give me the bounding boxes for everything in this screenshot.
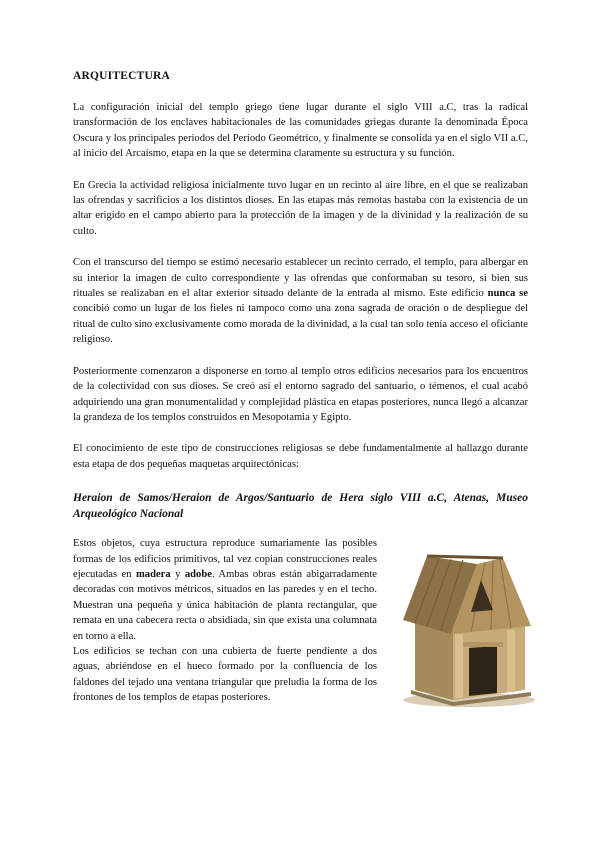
- final-section: [73, 536, 528, 705]
- section-heading: ARQUITECTURA: [73, 70, 170, 82]
- subheading: Heraion de Samos/Heraion de Argos/Santuario de Hera siglo VIII a.C, Atenas, Museo Arqueológico Nacional: [73, 492, 528, 521]
- paragraph-3: [73, 255, 528, 347]
- paragraph-3-text-a: Con el transcurso del tiempo se estimó necesario establecer un recinto cerrado, el templo, para albergar en su interior la imagen de culto correspondiente y las ofrendas que conformaban su tesoro, si bien sus rituales se realizaban en el altar exterior situado delante de la entrada al mismo. Este edificio: [73, 257, 528, 300]
- paragraph-6-bold-2: adobe: [184, 568, 212, 580]
- paragraph-6-text-a: Estos objetos, cuya estructura reproduce sumariamente las posibles formas de los edificios primitivos, tal vez copian construcciones reales ejecutadas en: [73, 538, 377, 580]
- paragraph-3-text-b: concibió como un lugar de los fieles ni tampoco como una zona sagrada de oración o de despliegue del ritual de culto sino exclusivamente como morada de la divinidad, a la cual tan solo tenía acceso el oficiante religioso.: [73, 303, 528, 346]
- paragraph-6-text-c: . Ambas obras están abigarradamente decoradas con motivos métricos, situados en las paredes y en el techo. Muestran una pequeña y única habitación de planta rectangular, que remata en una cabecera recta o absidiada, sin que exista una columnata en torno a ella.: [73, 568, 378, 642]
- paragraph-7: Los edificios se techan con una cubierta de fuerte pendiente a dos aguas, abriéndose en el hueco formado por la confluencia de los faldones del tejado una ventana triangular que preludia la forma de los frontones de los templos de etapas posteriores.: [73, 645, 377, 704]
- paragraph-1: La configuración inicial del templo griego tiene lugar durante el siglo VIII a.C, tras la radical transformación de los enclaves habitacionales de las comunidades griegas durante la denominada Época Oscura y los principales periodos del Periodo Geométrico, y finalmente se consolida ya en el siglo VII a.C, al inicio del Arcaísmo, etapa en la que se determina claramente su estructura y su función.: [73, 102, 528, 160]
- paragraph-6-bold-1: madera: [135, 568, 171, 580]
- paragraph-2: En Grecia la actividad religiosa inicialmente tuvo lugar en un recinto al aire libre, en el que se realizaban las ofrendas y sacrificios a los distintos dioses. En las etapas más remotas bastaba con la existencia de un altar erigido en el campo abierto para la protección de la imagen y de la divinidad y la realización de su culto.: [73, 179, 528, 237]
- paragraph-4: Posteriormente comenzaron a disponerse en torno al templo otros edificios necesarios para los encuentros de la colectividad con sus dioses. Se creó así el entorno sagrado del santuario, o témenos, el cual acabó adquiriendo una gran monumentalidad y complejidad plástica en etapas posteriores, nunca llegó a alcanzar la grandeza de los templos construidos en Mesopotamia y Egipto.: [73, 365, 528, 423]
- temple-model-image: [385, 550, 545, 708]
- document-page: [73, 70, 528, 712]
- paragraph-6-text-b: y: [170, 568, 185, 580]
- paragraph-5: El conocimiento de este tipo de construcciones religiosas se debe fundamentalmente al hallazgo durante esta etapa de dos pequeñas maquetas arquitectónicas:: [73, 443, 528, 470]
- paragraph-3-bold: nunca se: [487, 288, 528, 300]
